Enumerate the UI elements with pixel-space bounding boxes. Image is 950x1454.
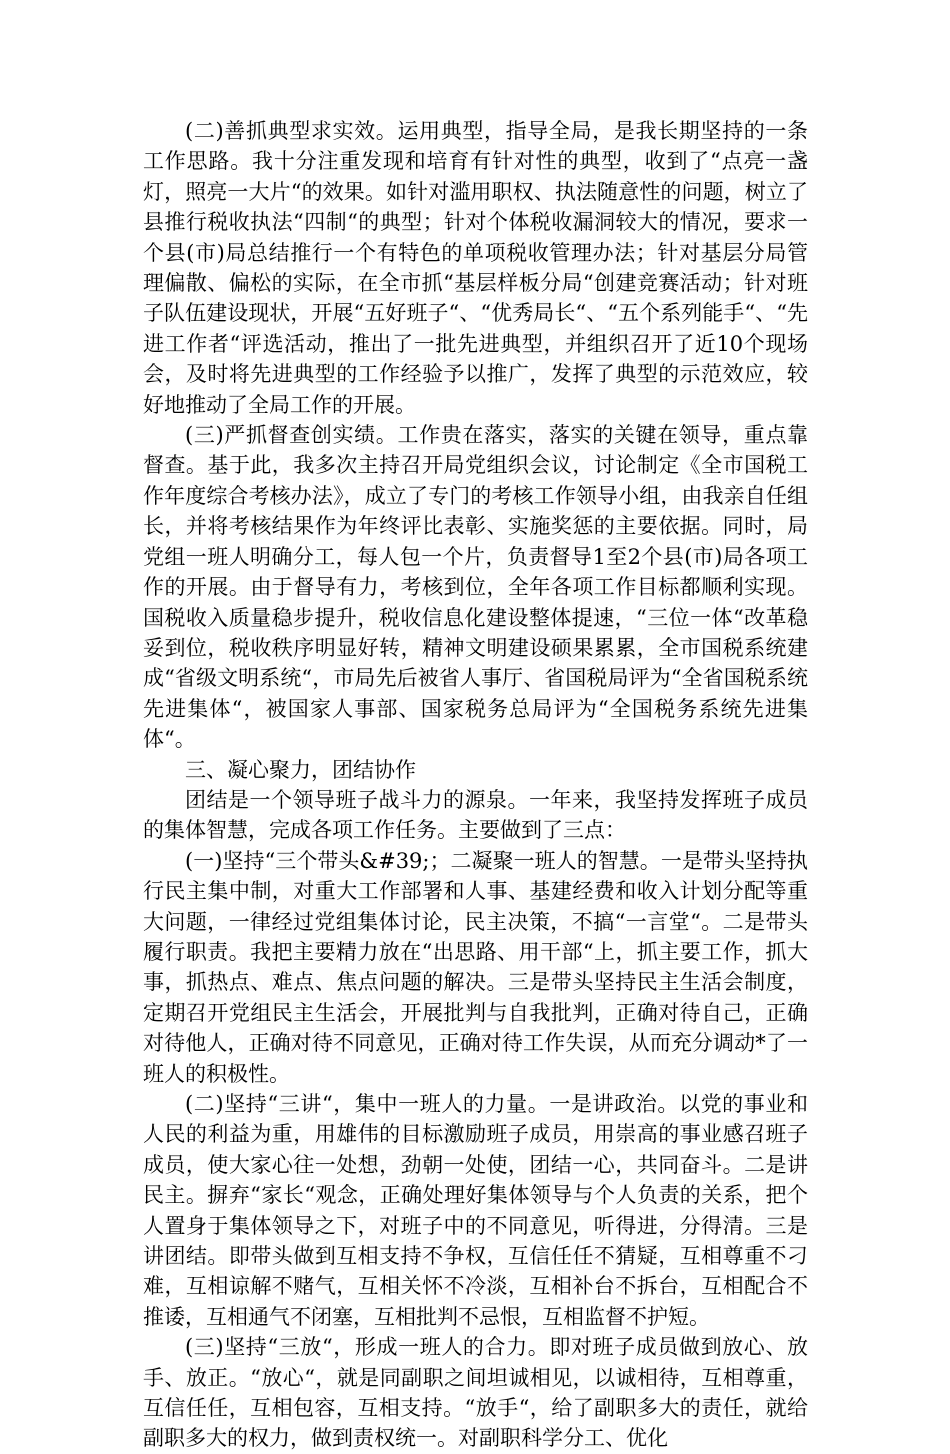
paragraph-typical-examples: (二)善抓典型求实效。运用典型，指导全局，是我长期坚持的一条工作思路。我十分注重发现和培育有针对性的典型，收到了“点亮一盏灯，照亮一大片“的效果。如针对滥用职权、执法随意性的问题，树立了县推行税收执法“四制“的典型；针对个体税收漏洞较大的情况，要求一个县(市)局总结推行一个有特色的单项税收管理办法；针对基层分局管理偏散、偏松的实际，在全市抓“基层样板分局“创建竞赛活动；针对班子队伍建设现状，开展“五好班子“、“优秀局长“、“五个系列能手“、“先进工作者“评选活动，推出了一批先进典型，并组织召开了近10个现场会，及时将先进典型的工作经验予以推广，发挥了典型的示范效应，较好地推动了全局工作的开展。	[143, 119, 808, 417]
section-heading-unity: 三、凝心聚力，团结协作	[185, 757, 416, 782]
paragraph-three-releases: (三)坚持“三放“，形成一班人的合力。即对班子成员做到放心、放手、放正。“放心“，就是同副职之间坦诚相见，以诚相待，互相尊重，互信任任，互相包容，互相支持。“放手“，给了副职多大的责任，就给副职多大的权力，做到责权统一。对副职科学分工、优化	[143, 1335, 808, 1451]
document-page	[143, 116, 808, 1454]
paragraph-three-talks: (二)坚持“三讲“，集中一班人的力量。一是讲政治。以党的事业和人民的利益为重，用雄伟的目标激励班子成员，用崇高的事业感召班子成员，使大家心往一处想，劲朝一处使，团结一心，共同奋斗。二是讲民主。摒弃“家长“观念，正确处理好集体领导与个人负责的关系，把个人置身于集体领导之下，对班子中的不同意见，听得进，分得清。三是讲团结。即带头做到互相支持不争权，互信任任不猜疑，互相尊重不刁难，互相谅解不赌气，互相关怀不冷淡，互相补台不拆台，互相配合不推诿，互相通气不闭塞，互相批判不忌恨，互相监督不护短。	[143, 1092, 808, 1329]
paragraph-supervision: (三)严抓督查创实绩。工作贵在落实，落实的关键在领导，重点靠督查。基于此，我多次主持召开局党组织会议，讨论制定《全市国税工作年度综合考核办法》，成立了专门的考核工作领导小组，由我亲自任组长，并将考核结果作为年终评比表彰、实施奖惩的主要依据。同时，局党组一班人明确分工，每人包一个片，负责督导1至2个县(市)局各项工作的开展。由于督导有力，考核到位，全年各项工作目标都顺利实现。国税收入质量稳步提升，税收信息化建设整体提速，“三位一体“改革稳妥到位，税收秩序明显好转，精神文明建设硕果累累，全市国税系统建成“省级文明系统“，市局先后被省人事厅、省国税局评为“全省国税系统先进集体“，被国家人事部、国家税务总局评为“全国税务系统先进集体“。	[143, 423, 808, 752]
paragraph-unity-intro: 团结是一个领导班子战斗力的源泉。一年来，我坚持发挥班子成员的集体智慧，完成各项工作任务。主要做到了三点：	[143, 787, 808, 843]
paragraph-three-leads: (一)坚持“三个带头&#39;；二凝聚一班人的智慧。一是带头坚持执行民主集中制，对重大工作部署和人事、基建经费和收入计划分配等重大问题，一律经过党组集体讨论，民主决策，不搞“一言堂“。二是带头履行职责。我把主要精力放在“出思路、用干部“上，抓主要工作，抓大事，抓热点、难点、焦点问题的解决。三是带头坚持民主生活会制度，定期召开党组民主生活会，开展批判与自我批判，正确对待自己，正确对待他人，正确对待不同意见，正确对待工作失误，从而充分调动*了一班人的积极性。	[143, 848, 808, 1086]
